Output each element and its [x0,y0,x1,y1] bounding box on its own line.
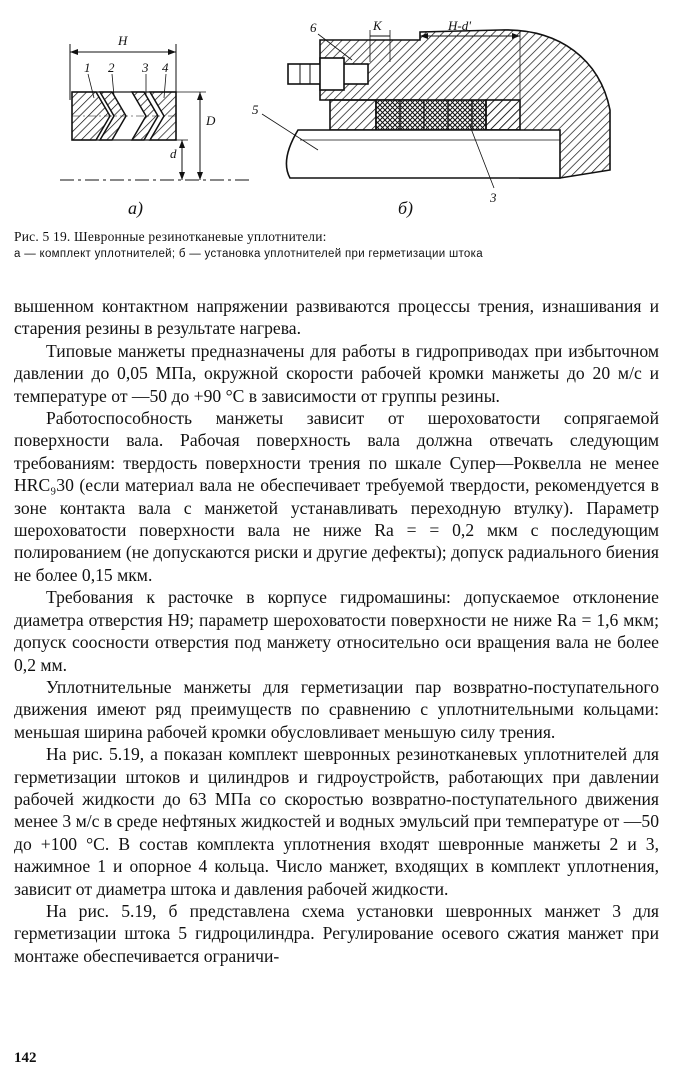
paragraph: Уплотнительные манжеты для герметизации пар возвратно-поступательного движения имеют ряд преимуществ по сравнению с уплотнительными кольцами: меньшая ширина рабочей кромки обусловливает меньшую силу трения. [14,676,659,742]
part-label-3b: 3 [490,190,497,205]
figure-5-19 [0,0,674,232]
figure-a-sublabel: а) [128,198,143,218]
part-label-2: 2 [108,60,115,75]
paragraph: Требования к расточке в корпусе гидромашины: допускаемое отклонение диаметра отверстия Н9; параметр шероховатости поверхности не ниже Ra = 1,6 мкм; допуск соосности отверстия под манжету относительно оси вращения вала не более 0,2 мм. [14,587,659,675]
part-label-1: 1 [84,60,91,75]
figure-b-drawing [252,18,610,205]
paragraph: Типовые манжеты предназначены для работы в гидроприводах при избыточном давлении до 0,05 МПа, окружной скорости рабочей кромки манжеты до 20 м/с и температуре от —50 до +90 °С в зависимости от группы резины. [14,340,659,406]
paragraph: На рис. 5.19, б представлена схема установки шевронных манжет 3 для герметизации штока 5 гидроцилиндра. Регулирование осевого сжатия манжет при монтаже обеспечивается ограничи- [14,900,659,966]
dim-h-label: H [118,33,128,48]
paragraph: На рис. 5.19, а показан комплект шевронных резинотканевых уплотнителей для герметизации штоков и цилиндров и гидроустройств, работающих при давлении рабочей жидкости до 63 МПа со скоростью возвратно-поступательного движения менее 3 м/с в среде нефтяных жидкостей и водных эмульсий при температуре от —50 до +100 °С. В состав комплекта уплотнения входят шевронные манжеты 2 и 3, нажимное 1 и опорное 4 кольца. Число манжет, входящих в комплект уплотнения, зависит от диаметра штока и давления рабочей жидкости. [14,744,659,899]
dim-k-label: K [373,18,382,33]
dim-d-outer-label: D [206,113,216,128]
dim-h-minus-d-label: H-d' [448,18,471,33]
body-text [14,295,659,967]
caption-legend: а — комплект уплотнителей; б — установка уплотнителей при герметизации штока [14,248,483,260]
dim-d-inner-label: d [170,146,177,161]
paragraph: вышенном контактном напряжении развиваются процессы трения, изнашивания и старения резины в результате нагрева. [14,296,659,339]
part-label-4: 4 [162,60,169,75]
figure-b-sublabel: б) [398,198,414,218]
part-label-6: 6 [310,20,317,35]
figure-drawing [0,0,674,232]
part-label-5: 5 [252,102,259,117]
page-number: 142 [14,1050,37,1066]
caption-title: Рис. 5 19. Шевронные резинотканевые уплотнители: [14,229,327,244]
figure-caption [14,228,660,263]
part-label-3: 3 [142,60,149,75]
paragraph: Работоспособность манжеты зависит от шероховатости сопрягаемой поверхности вала. Рабочая поверхность вала должна отвечать следующим требованиям: твердость поверхности трения по шкале Супер—Роквелла не менее HRC₉30 (если материал вала не обеспечивает требуемой твердости, рекомендуется в зоне контакта вала с манжетой устанавливать переходную втулку). Параметр шероховатости поверхности вала не ниже Ra = = 0,2 мкм с последующим полированием (не допускаются риски и другие дефекты); допуск радиального биения не более 0,15 мкм. [14,408,659,585]
figure-a-drawing [60,33,250,180]
